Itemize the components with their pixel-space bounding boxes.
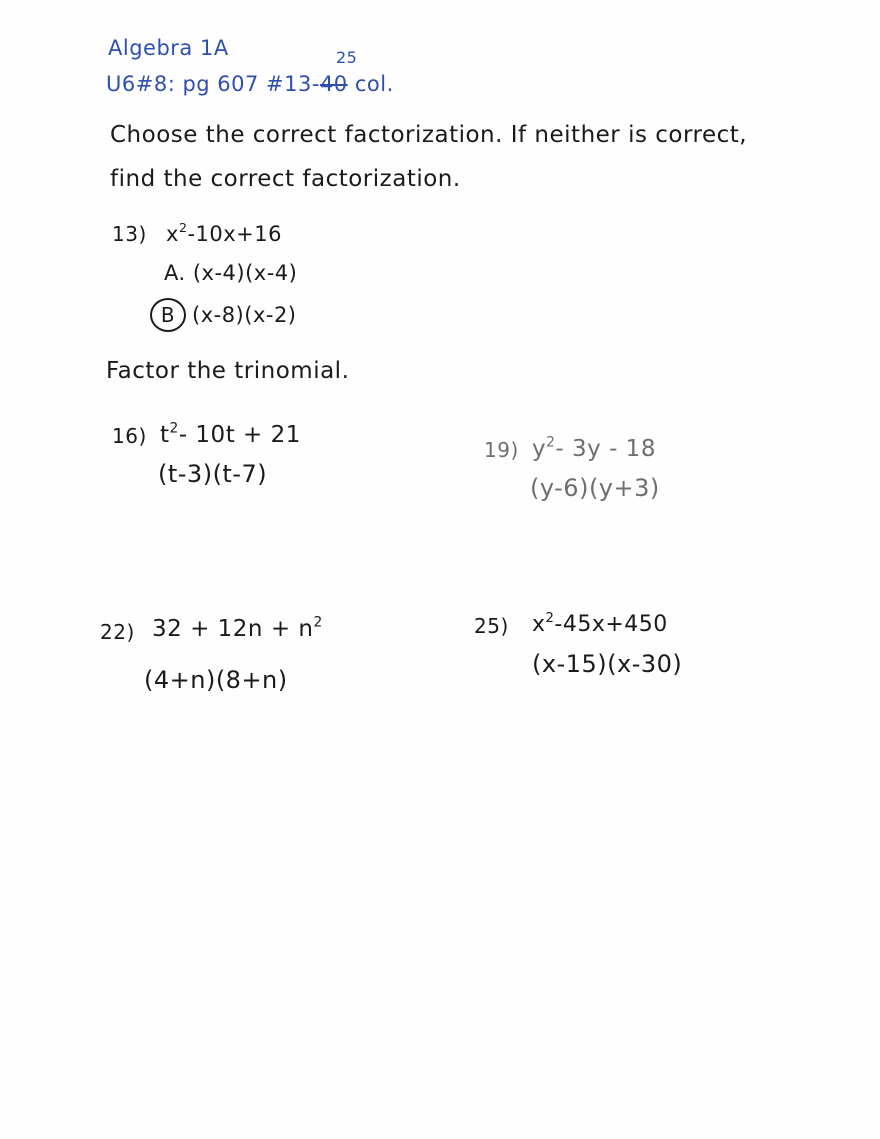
problem-19-number: 19) <box>484 438 519 462</box>
problem-16-answer: (t-3)(t-7) <box>158 460 268 488</box>
problem-19-answer: (y-6)(y+3) <box>530 474 660 502</box>
assignment-suffix: col. <box>347 72 394 96</box>
problem-19-expression <box>532 434 656 462</box>
problem-16-number: 16) <box>112 424 147 448</box>
selected-choice-circle: B <box>150 298 186 332</box>
problem-25-rest: -45x+450 <box>554 612 668 637</box>
problem-16-exponent: 2 <box>169 420 179 437</box>
problem-13-option-b-text: (x-8)(x-2) <box>192 303 297 327</box>
assignment-prefix: U6#8: pg 607 #13- <box>106 72 320 96</box>
problem-22-base: 32 + 12n + n <box>152 616 314 642</box>
problem-13-expression <box>166 220 282 246</box>
problem-13-base: x <box>166 222 179 246</box>
problem-25-expression <box>532 610 668 637</box>
problem-22-number: 22) <box>100 620 135 644</box>
assignment-corrected-number: 25 <box>335 48 358 67</box>
problem-25-exponent: 2 <box>545 610 555 626</box>
problem-25-answer: (x-15)(x-30) <box>532 650 683 678</box>
problem-19-base: y <box>532 436 547 462</box>
instructions-line-1: Choose the correct factorization. If neither is correct, <box>110 122 748 148</box>
problem-19-exponent: 2 <box>546 434 556 451</box>
problem-16-base: t <box>160 422 170 448</box>
problem-13-rest: -10x+16 <box>187 222 282 246</box>
problem-22-expression <box>152 614 323 642</box>
assignment-range-end <box>319 48 358 96</box>
assignment-crossed-number: 40 <box>319 72 348 96</box>
problem-16-rest: - 10t + 21 <box>178 422 301 448</box>
problem-22-exponent: 2 <box>313 614 323 631</box>
problem-16-expression <box>160 420 301 448</box>
problem-13-option-a: A. (x-4)(x-4) <box>164 261 298 285</box>
problem-13-option-b <box>150 298 297 332</box>
problem-13-number: 13) <box>112 222 147 246</box>
problem-25-number: 25) <box>474 614 509 638</box>
problem-19-rest: - 3y - 18 <box>555 436 656 462</box>
course-title: Algebra 1A <box>108 36 229 60</box>
problem-22-answer: (4+n)(8+n) <box>144 666 288 694</box>
instructions-line-2: find the correct factorization. <box>110 166 461 192</box>
problem-13-exponent: 2 <box>178 220 188 236</box>
section-heading: Factor the trinomial. <box>106 358 350 384</box>
problem-25-base: x <box>532 612 546 637</box>
